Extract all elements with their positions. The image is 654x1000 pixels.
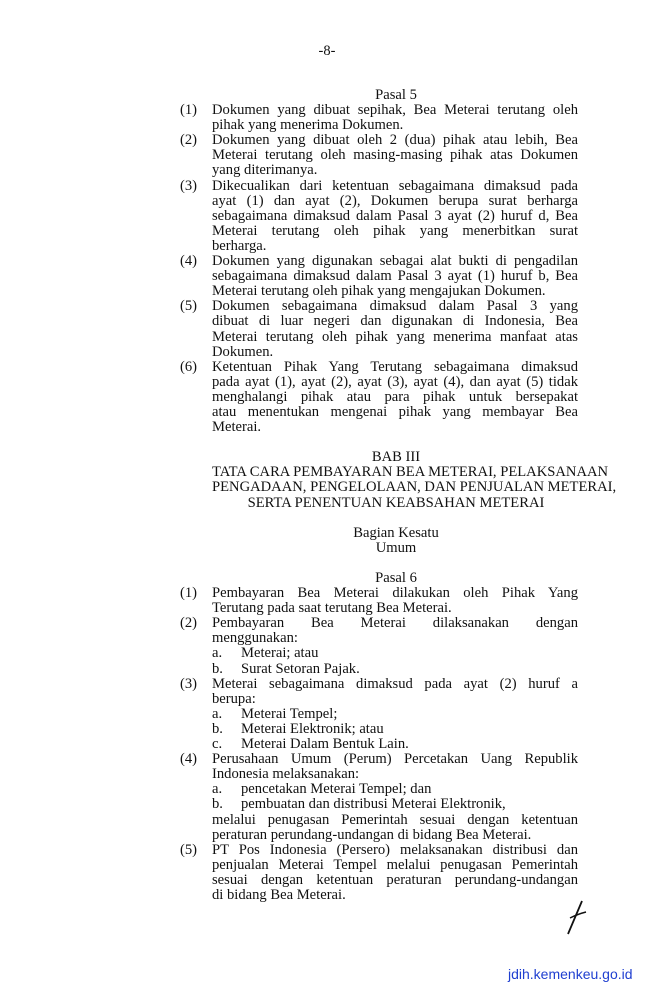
sub-item	[180, 646, 580, 661]
item-number: (4)	[180, 751, 198, 768]
section-title: Bagian Kesatu	[353, 524, 439, 541]
sub-item-letter: a.	[212, 645, 223, 662]
text-line	[180, 631, 580, 646]
line-text: pada ayat (1), ayat (2), ayat (3), ayat (4), dan ayat (5) tidak	[212, 373, 578, 390]
line-text: Meterai terutang oleh pihak yang menerbitkan surat	[212, 222, 578, 239]
text-line	[180, 828, 580, 843]
line-text: penjualan Meterai Tempel melalui penugasan Pemerintah	[212, 856, 578, 873]
item-number: (1)	[180, 102, 198, 119]
sub-item	[180, 782, 580, 797]
line-text: Meterai terutang oleh masing-masing pihak atas Dokumen	[212, 147, 578, 164]
sub-item	[180, 662, 580, 677]
line-text: Meterai sebagaimana dimaksud pada ayat (2) huruf a	[212, 675, 578, 692]
sub-item-letter: a.	[212, 781, 223, 798]
sub-item	[180, 722, 580, 737]
text-line	[180, 284, 580, 299]
text-line	[180, 813, 580, 828]
text-line	[180, 692, 580, 707]
line-text: Dokumen sebagaimana dimaksud dalam Pasal 3 yang	[212, 298, 578, 315]
text-line	[180, 843, 580, 858]
paraf-signature-icon	[562, 898, 592, 938]
spacer	[180, 556, 580, 571]
text-line	[180, 375, 580, 390]
text-line	[180, 390, 580, 405]
sub-item-letter: b.	[212, 720, 223, 737]
source-link[interactable]: jdih.kemenkeu.go.id	[508, 966, 633, 982]
text-line	[180, 239, 580, 254]
sub-item-letter: c.	[212, 736, 223, 753]
text-line	[180, 767, 580, 782]
text-line	[180, 330, 580, 345]
line-text: Meterai terutang oleh pihak yang menerima manfaat atas	[212, 328, 578, 345]
text-line	[180, 888, 580, 903]
item-number: (5)	[180, 841, 198, 858]
spacer	[180, 511, 580, 526]
sub-item-text: Meterai Dalam Bentuk Lain.	[241, 736, 409, 753]
text-line	[180, 405, 580, 420]
item-number: (2)	[180, 615, 198, 632]
pasal-title: Pasal 6	[375, 570, 417, 586]
text-line	[180, 148, 580, 163]
chapter-heading-line: TATA CARA PEMBAYARAN BEA METERAI, PELAKSANAAN	[212, 464, 609, 481]
item-number: (3)	[180, 675, 198, 692]
sub-item	[180, 797, 580, 812]
text-line	[180, 269, 580, 284]
text-line	[180, 677, 580, 692]
sub-item-text: pencetakan Meterai Tempel; dan	[241, 781, 432, 798]
item-number: (1)	[180, 585, 198, 602]
text-line	[180, 420, 580, 435]
line-text: Dokumen.	[212, 343, 274, 360]
line-text: ayat (1) dan ayat (2), Dokumen berupa surat berharga	[212, 192, 578, 209]
text-line	[180, 314, 580, 329]
text-line	[180, 179, 580, 194]
line-text: yang diterimanya.	[212, 162, 318, 179]
item-number: (6)	[180, 358, 198, 375]
sub-item-letter: b.	[212, 660, 223, 677]
item-number: (2)	[180, 132, 198, 149]
text-line	[180, 360, 580, 375]
text-line	[180, 224, 580, 239]
text-line	[180, 254, 580, 269]
line-text: Dokumen yang digunakan sebagai alat bukti di pengadilan	[212, 253, 578, 270]
line-text: di bidang Bea Meterai.	[212, 886, 346, 903]
line-text: Dokumen yang dibuat sepihak, Bea Meterai terutang oleh	[212, 102, 578, 119]
pasal-title: Pasal 5	[375, 87, 417, 103]
line-text: menghalangi pihak atau para pihak untuk bersepakat	[212, 388, 578, 405]
text-line	[180, 103, 580, 118]
line-text: Indonesia melaksanakan:	[212, 766, 360, 783]
section-subtitle: Umum	[375, 539, 417, 556]
line-text: berupa:	[212, 690, 256, 707]
sub-item-text: pembuatan dan distribusi Meterai Elektronik,	[241, 796, 506, 813]
line-text: Dokumen yang dibuat oleh 2 (dua) pihak atau lebih, Bea	[212, 132, 578, 149]
text-line	[180, 752, 580, 767]
line-text: Pembayaran Bea Meterai dilaksanakan dengan	[212, 615, 578, 632]
line-text: Terutang pada saat terutang Bea Meterai.	[212, 600, 452, 617]
text-line	[180, 133, 580, 148]
line-text: Dikecualikan dari ketentuan sebagaimana dimaksud pada	[212, 177, 578, 194]
text-line	[180, 194, 580, 209]
text-line	[180, 586, 580, 601]
page-number: -8-	[318, 43, 336, 59]
sub-item-letter: b.	[212, 796, 223, 813]
item-number: (4)	[180, 253, 198, 270]
spacer	[180, 435, 580, 450]
line-text: sesuai dengan ketentuan peraturan perundang-undangan	[212, 871, 578, 888]
line-text: melalui penugasan Pemerintah sesuai dengan ketentuan	[212, 811, 578, 828]
text-line	[180, 873, 580, 888]
line-text: atau menentukan mengenai pihak yang membayar Bea	[212, 403, 578, 420]
line-text: Ketentuan Pihak Yang Terutang sebagaimana dimaksud	[212, 358, 578, 375]
line-text: Perusahaan Umum (Perum) Percetakan Uang Republik	[212, 751, 578, 768]
sub-item-letter: a.	[212, 705, 223, 722]
item-number: (3)	[180, 177, 198, 194]
line-text: menggunakan:	[212, 630, 298, 647]
line-text: berharga.	[212, 237, 267, 254]
sub-item-text: Surat Setoran Pajak.	[241, 660, 360, 677]
text-line	[180, 163, 580, 178]
text-line	[180, 616, 580, 631]
chapter-title: BAB III	[371, 449, 421, 466]
line-text: Meterai terutang oleh pihak yang mengajukan Dokumen.	[212, 283, 546, 300]
line-text: PT Pos Indonesia (Persero) melaksanakan distribusi dan	[212, 841, 578, 858]
text-line	[180, 601, 580, 616]
item-number: (5)	[180, 298, 198, 315]
line-text: peraturan perundang-undangan di bidang Bea Meterai.	[212, 826, 532, 843]
sub-item	[180, 707, 580, 722]
line-text: sebagaimana dimaksud dalam Pasal 3 ayat (1) huruf b, Bea	[212, 268, 578, 285]
text-line	[180, 858, 580, 873]
document-body	[180, 87, 617, 903]
sub-item-text: Meterai Elektronik; atau	[241, 720, 384, 737]
line-text: Meterai.	[212, 419, 262, 436]
chapter-heading-line: SERTA PENENTUAN KEABSAHAN METERAI	[247, 494, 545, 511]
text-line	[180, 299, 580, 314]
text-line	[180, 209, 580, 224]
chapter-heading-line: PENGADAAN, PENGELOLAAN, DAN PENJUALAN METERAI,	[212, 479, 617, 496]
sub-item-text: Meterai Tempel;	[241, 705, 338, 722]
line-text: dibuat di luar negeri dan digunakan di Indonesia, Bea	[212, 313, 578, 330]
text-line	[180, 118, 580, 133]
line-text: sebagaimana dimaksud dalam Pasal 3 ayat (2) huruf d, Bea	[212, 207, 578, 224]
line-text: pihak yang menerima Dokumen.	[212, 117, 404, 134]
line-text: Pembayaran Bea Meterai dilakukan oleh Pihak Yang	[212, 585, 578, 602]
text-line	[180, 345, 580, 360]
sub-item	[180, 737, 580, 752]
sub-item-text: Meterai; atau	[241, 645, 319, 662]
